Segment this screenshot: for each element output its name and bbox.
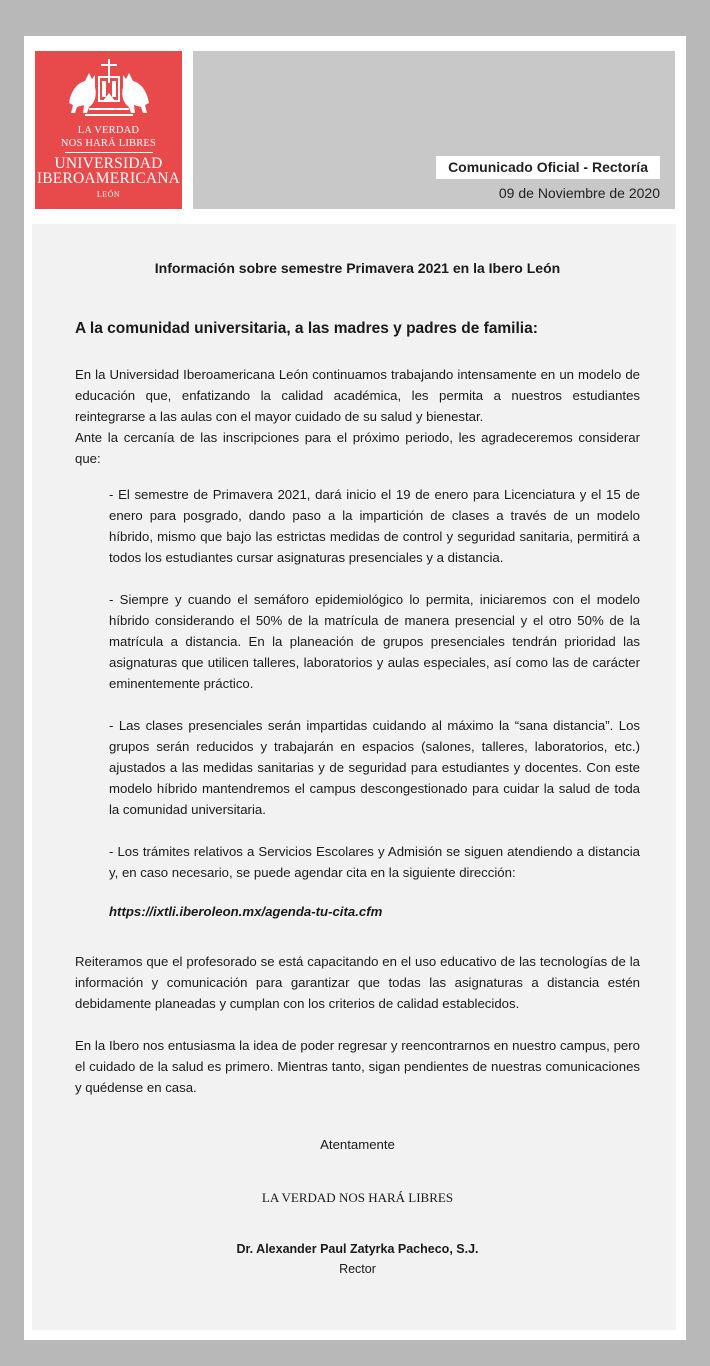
bullet-hybrid-model: - Siempre y cuando el semáforo epidemiológico lo permita, iniciaremos con el modelo híbrido considerando el 50% de la matrícula de manera presencial y el otro 50% de la matrícula a distancia. En la planeación de grupos presenciales tendrán prioridad las asignaturas que utilicen talleres, laboratorios y aulas especiales, así como las de carácter eminentemente práctico. xyxy=(109,592,640,691)
communique-date: 09 de Noviembre de 2020 xyxy=(498,185,660,201)
document-sheet xyxy=(24,36,686,1340)
letter-title: Información sobre semestre Primavera 2021 en la Ibero León xyxy=(154,260,561,276)
header-banner xyxy=(193,51,675,209)
appointment-link[interactable]: https://ixtli.iberoleon.mx/agenda-tu-cita.cfm xyxy=(109,904,383,919)
signatory-name: Dr. Alexander Paul Zatyrka Pacheco, S.J. xyxy=(236,1242,479,1256)
university-logo xyxy=(35,51,182,209)
closing-motto: LA VERDAD NOS HARÁ LIBRES xyxy=(261,1190,454,1205)
bullet-start-date: - El semestre de Primavera 2021, dará inicio el 19 de enero para Licenciatura y el 15 de enero para posgrado, dando paso a la impartición de clases a través de un modelo híbrido, mismo que bajo las estrictas medidas de control y seguridad sanitaria, permitirá a todos los estudiantes cursar asignaturas presenciales y a distancia. xyxy=(109,487,640,565)
logo-university-line1: UNIVERSIDAD xyxy=(54,155,163,172)
logo-motto-line2: NOS HARÁ LIBRES xyxy=(60,138,157,149)
bullet-distancing: - Las clases presenciales serán impartidas cuidando al máximo la “sana distancia”. Los grupos serán reducidos y trabajarán en espacios (salones, talleres, laboratorios, etc.) ajustados a las medidas sanitarias y de seguridad para estudiantes y docentes. Con este modelo híbrido mantendremos el campus descongestionado para cuidar la salud de toda la comunidad universitaria. xyxy=(109,718,640,817)
letter-body xyxy=(32,224,676,1330)
logo-motto-line1: LA VERDAD xyxy=(77,125,140,136)
logo-university-line2: IBEROAMERICANA xyxy=(36,170,181,187)
crest-icon xyxy=(59,57,159,123)
paragraph-faculty: Reiteramos que el profesorado se está capacitando en el uso educativo de las tecnologías de la información y comunicación para garantizar que todas las asignaturas a distancia estén debidamente planeadas y cumplan con los criterios de calidad establecidos. xyxy=(75,954,640,1011)
closing-salutation: Atentamente xyxy=(320,1137,395,1152)
paragraph-intro: En la Universidad Iberoamericana León continuamos trabajando intensamente en un modelo de educación que, enfatizando la calidad académica, les permita a nuestros estudiantes reintegrarse a las aulas con el mayor cuidado de su salud y bienestar. xyxy=(75,367,640,424)
letter-greeting: A la comunidad universitaria, a las madres y padres de familia: xyxy=(75,320,538,337)
bullet-procedures: - Los trámites relativos a Servicios Escolares y Admisión se siguen atendiendo a distancia y, en caso necesario, se puede agendar cita en la siguiente dirección: xyxy=(109,844,640,880)
signatory-title: Rector xyxy=(339,1262,376,1276)
logo-city: LEÓN xyxy=(96,190,121,199)
paragraph-closing: En la Ibero nos entusiasma la idea de poder regresar y reencontrarnos en nuestro campus, pero el cuidado de la salud es primero. Mientras tanto, sigan pendientes de nuestras comunicaciones y quédense en casa. xyxy=(75,1038,640,1095)
logo-divider xyxy=(65,152,153,153)
paragraph-request: Ante la cercanía de las inscripciones para el próximo periodo, les agradeceremos considerar que: xyxy=(75,430,640,466)
communique-label: Comunicado Oficial - Rectoría xyxy=(436,156,660,179)
